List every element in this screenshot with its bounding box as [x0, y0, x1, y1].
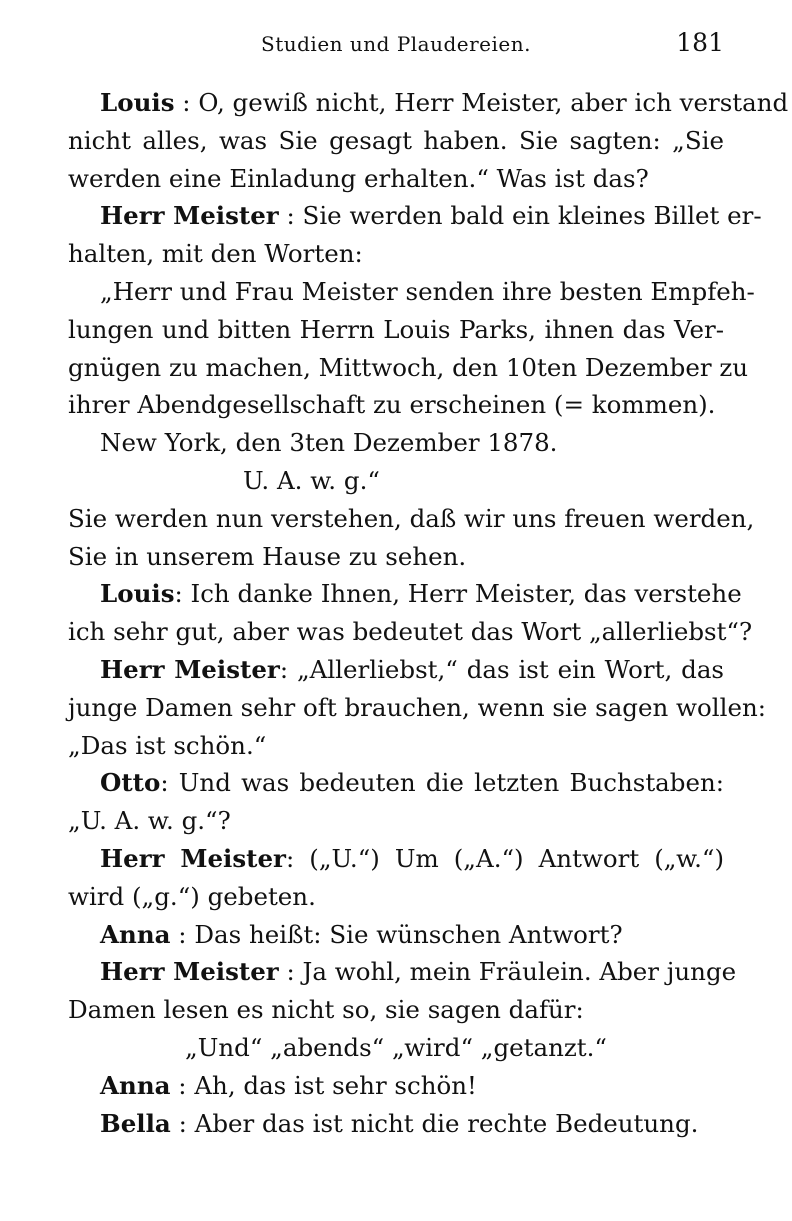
text-line — [68, 651, 724, 689]
line-text: New York, den 3ten Dezember 1878. — [100, 428, 558, 458]
text-line — [68, 878, 724, 916]
speaker-name: Anna — [100, 1070, 171, 1100]
text-line — [68, 764, 724, 802]
dialogue-text — [68, 84, 789, 1142]
line-text: nicht alles, was Sie gesagt haben. Sie sagten: „Sie — [68, 125, 724, 155]
text-line — [68, 538, 724, 576]
line-text: gnügen zu machen, Mittwoch, den 10ten Dezember zu — [68, 352, 749, 382]
line-text: : O, gewiß nicht, Herr Meister, aber ich verstand — [174, 88, 789, 117]
page-number: 181 — [676, 28, 724, 57]
line-text: : „Allerliebst,“ das ist ein Wort, das — [279, 654, 724, 684]
speaker-name: Herr Meister — [100, 201, 279, 231]
line-text: : Ich danke Ihnen, Herr Meister, das verstehe — [174, 579, 742, 609]
text-line — [68, 916, 724, 954]
text-line — [68, 349, 749, 387]
text-line — [68, 1105, 724, 1143]
line-text: : („U.“) Um („A.“) Antwort („w.“) — [285, 843, 725, 873]
text-line — [68, 235, 724, 273]
text-line — [68, 991, 724, 1029]
line-text: halten, mit den Worten: — [68, 239, 363, 269]
page-header — [68, 28, 724, 62]
speaker-name: Otto — [100, 768, 161, 798]
speaker-name: Louis — [100, 579, 175, 609]
line-text: Sie werden nun verstehen, daß wir uns freuen werden, — [68, 503, 755, 533]
speaker-name: Bella — [100, 1108, 171, 1138]
line-text: : Das heißt: Sie wünschen Antwort? — [170, 919, 623, 949]
text-line — [68, 613, 753, 651]
speaker-name: Herr Meister — [100, 654, 280, 684]
text-line — [68, 840, 724, 878]
text-line — [68, 386, 724, 424]
speaker-name: Anna — [100, 919, 171, 949]
line-text: : Sie werden bald ein kleines Billet er- — [278, 201, 762, 231]
line-text: wird („g.“) gebeten. — [68, 881, 316, 911]
text-line — [68, 575, 742, 613]
text-line — [68, 462, 724, 500]
text-line — [68, 160, 724, 198]
text-line — [68, 273, 755, 311]
text-line — [68, 727, 724, 765]
text-line — [68, 802, 724, 840]
line-text: Damen lesen es nicht so, sie sagen dafür: — [68, 995, 584, 1025]
text-line — [68, 122, 724, 160]
line-text: : Ja wohl, mein Fräulein. Aber junge — [278, 957, 737, 987]
text-line — [68, 1029, 724, 1067]
line-text: Sie in unserem Hause zu sehen. — [68, 541, 467, 571]
line-text: „Und“ „abends“ „wird“ „getanzt.“ — [185, 1032, 607, 1062]
line-text: : Ah, das ist sehr schön! — [170, 1070, 477, 1100]
line-text: „Herr und Frau Meister senden ihre besten Empfeh- — [100, 276, 755, 306]
line-text: lungen und bitten Herrn Louis Parks, ihnen das Ver- — [68, 314, 724, 344]
line-text: : Und was bedeuten die letzten Buchstaben: — [160, 768, 724, 798]
speaker-name: Herr Meister — [100, 957, 279, 987]
text-line — [68, 953, 737, 991]
speaker-name: Herr Meister — [100, 843, 286, 873]
speaker-name: Louis — [100, 88, 175, 117]
line-text: „Das ist schön.“ — [68, 730, 267, 760]
text-line — [68, 311, 724, 349]
line-text: U. A. w. g.“ — [243, 465, 380, 495]
line-text: werden eine Einladung erhalten.“ Was ist das? — [68, 163, 649, 193]
line-text: „U. A. w. g.“? — [68, 806, 231, 836]
text-line — [68, 1067, 724, 1105]
text-line — [68, 197, 762, 235]
line-text: junge Damen sehr oft brauchen, wenn sie sagen wollen: — [68, 692, 766, 722]
text-line — [68, 500, 755, 538]
line-text: : Aber das ist nicht die rechte Bedeutung. — [170, 1108, 699, 1138]
text-line — [68, 84, 789, 122]
running-title: Studien und Plaudereien. — [261, 32, 531, 56]
line-text: ihrer Abendgesellschaft zu erscheinen (= kommen). — [68, 390, 716, 420]
text-line — [68, 424, 724, 462]
text-line — [68, 689, 766, 727]
line-text: ich sehr gut, aber was bedeutet das Wort „allerliebst“? — [68, 617, 753, 647]
